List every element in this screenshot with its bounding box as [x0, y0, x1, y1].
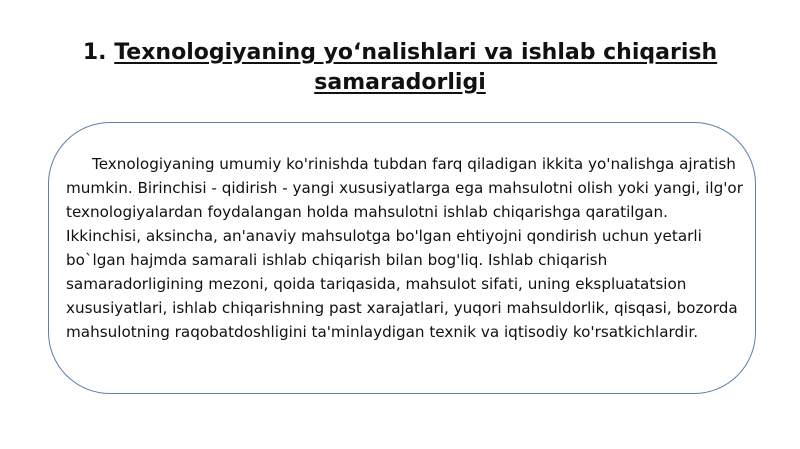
slide-title — [80, 38, 720, 98]
title-text: Texnologiyaning yoʻnalishlari va ishlab chiqarish samaradorligi — [114, 40, 718, 95]
body-paragraph: Texnologiyaning umumiy ko'rinishda tubdan farq qiladigan ikkita yo'nalishga ajratish mumkin. Birinchisi - qidirish - yangi xususiyatlarga ega mahsulotni olish yoki yangi, ilg'or texnologiyalardan foydalangan holda mahsulotni ishlab chiqarishga qaratilgan. Ikkinchisi, aksincha, an'anaviy mahsulotga bo'lgan ehtiyojni qondirish uchun yetarli bo`lgan hajmda samarali ishlab chiqarish bilan bog'liq. Ishlab chiqarish samaradorligining mezoni, qoida tariqasida, mahsulot sifati, uning ekspluatatsion xususiyatlari, ishlab chiqarishning past xarajatlari, yuqori mahsuldorlik, qisqasi, bozorda mahsulotning raqobatdoshligini ta'minlaydigan texnik va iqtisodiy ko'rsatkichlardir. — [66, 155, 743, 341]
title-number: 1. — [82, 40, 107, 65]
